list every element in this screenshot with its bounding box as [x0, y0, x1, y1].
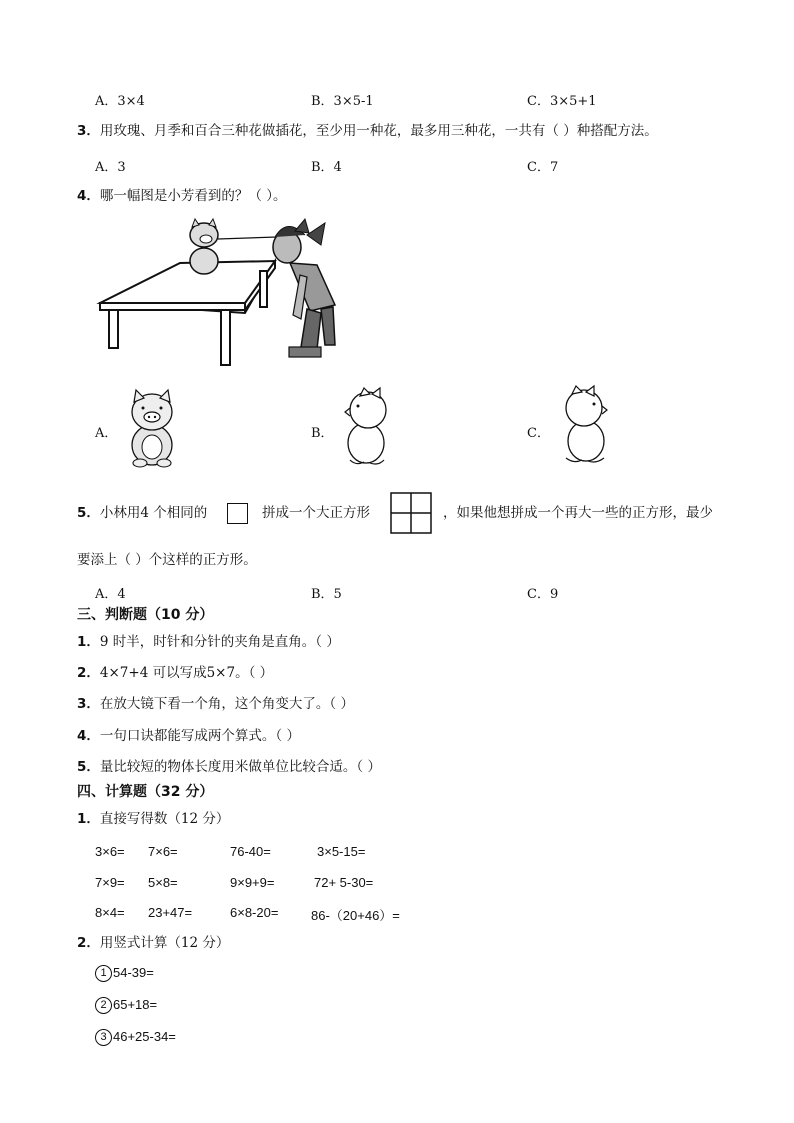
vertical-calc-expression: 46+25-34=	[113, 1029, 176, 1044]
calc-cell: 7×9=	[95, 875, 125, 890]
q4-option-b: B．	[311, 426, 334, 441]
calc-cell: 76-40=	[230, 844, 271, 859]
calc-cell: 6×8-20=	[230, 905, 279, 920]
vertical-calc-1	[95, 965, 154, 982]
q5-option-c: C．9	[527, 587, 559, 602]
table-scene-illustration	[95, 215, 345, 365]
calc-cell: 3×5-15=	[317, 844, 366, 859]
question-text-part-2: 拼成一个大正方形	[262, 505, 370, 521]
judge-item-5	[77, 758, 381, 776]
section-4-title: 四、计算题（32 分）	[77, 784, 214, 800]
item-number: 5．	[77, 759, 100, 775]
q3-option-c: C．7	[527, 160, 559, 175]
item-text: 量比较短的物体长度用米做单位比较合适。（ ）	[99, 759, 381, 775]
calc-cell: 7×6=	[148, 844, 178, 859]
vertical-calc-expression: 65+18=	[113, 997, 158, 1012]
q3-option-a: A．3	[95, 160, 126, 175]
item-text: 一句口诀都能写成两个算式。（ ）	[99, 728, 300, 744]
question-text-part-3: ，如果他想拼成一个再大一些的正方形，最少	[443, 505, 713, 521]
calc-cell: 8×4=	[95, 905, 125, 920]
judge-item-2	[77, 664, 273, 682]
q5-option-a: A．4	[95, 587, 126, 602]
question-4	[77, 187, 286, 205]
q2-option-b: B．3×5-1	[311, 94, 374, 109]
q3-option-b: B．4	[311, 160, 342, 175]
large-square-grid-figure	[390, 492, 432, 534]
pig-front-view-image	[122, 390, 182, 470]
q4-option-c: C．	[527, 426, 550, 441]
calc-cell: 9×9+9=	[230, 875, 275, 890]
q2-option-a: A．3×4	[95, 94, 145, 109]
item-number: 4．	[77, 728, 100, 744]
circled-number-2: 2	[95, 997, 112, 1014]
judge-item-1	[77, 633, 340, 651]
question-number: 3．	[77, 123, 100, 139]
vertical-calc-3	[95, 1029, 176, 1046]
q5-option-b: B．5	[311, 587, 342, 602]
item-text: 9 时半，时针和分针的夹角是直角。（ ）	[99, 634, 340, 650]
question-text: 用竖式计算（12 分）	[99, 935, 230, 951]
calc-cell: 3×6=	[95, 844, 125, 859]
item-number: 1．	[77, 634, 100, 650]
circled-number-1: 1	[95, 965, 112, 982]
question-number: 1．	[77, 811, 100, 827]
item-text: 在放大镜下看一个角，这个角变大了。（ ）	[99, 696, 354, 712]
question-5-line-2: 要添上（ ）个这样的正方形。	[77, 552, 257, 568]
calc-cell: 72+ 5-30=	[314, 875, 374, 890]
question-number: 4．	[77, 188, 100, 204]
pig-side-view-left-image	[342, 388, 392, 468]
pig-side-view-right-image	[562, 386, 612, 466]
q4-option-a: A．	[95, 426, 118, 441]
vertical-calc-2	[95, 997, 157, 1014]
question-5-line-1	[77, 504, 207, 522]
question-text: 哪一幅图是小芳看到的？（ ）。	[99, 188, 287, 204]
question-text-part-1: 小林用4 个相同的	[99, 505, 208, 521]
calc-question-2	[77, 934, 229, 952]
item-number: 2．	[77, 665, 100, 681]
calc-cell: 23+47=	[148, 905, 193, 920]
question-number: 2．	[77, 935, 100, 951]
small-square-figure	[227, 503, 248, 524]
calc-cell: 86-（20+46）=	[311, 908, 400, 923]
circled-number-3: 3	[95, 1029, 112, 1046]
question-number: 5．	[77, 505, 100, 521]
q2-option-c: C．3×5+1	[527, 94, 597, 109]
item-number: 3．	[77, 696, 100, 712]
section-3-title: 三、判断题（10 分）	[77, 607, 214, 623]
question-3	[77, 122, 658, 140]
calc-cell: 5×8=	[148, 875, 178, 890]
judge-item-4	[77, 727, 300, 745]
question-text: 直接写得数（12 分）	[99, 811, 230, 827]
item-text: 4×7+4 可以写成5×7。（ ）	[99, 665, 274, 681]
judge-item-3	[77, 695, 354, 713]
vertical-calc-expression: 54-39=	[113, 965, 154, 980]
calc-question-1	[77, 810, 229, 828]
question-text: 用玫瑰、月季和百合三种花做插花，至少用一种花，最多用三种花，一共有（ ）种搭配方法。	[99, 123, 658, 139]
